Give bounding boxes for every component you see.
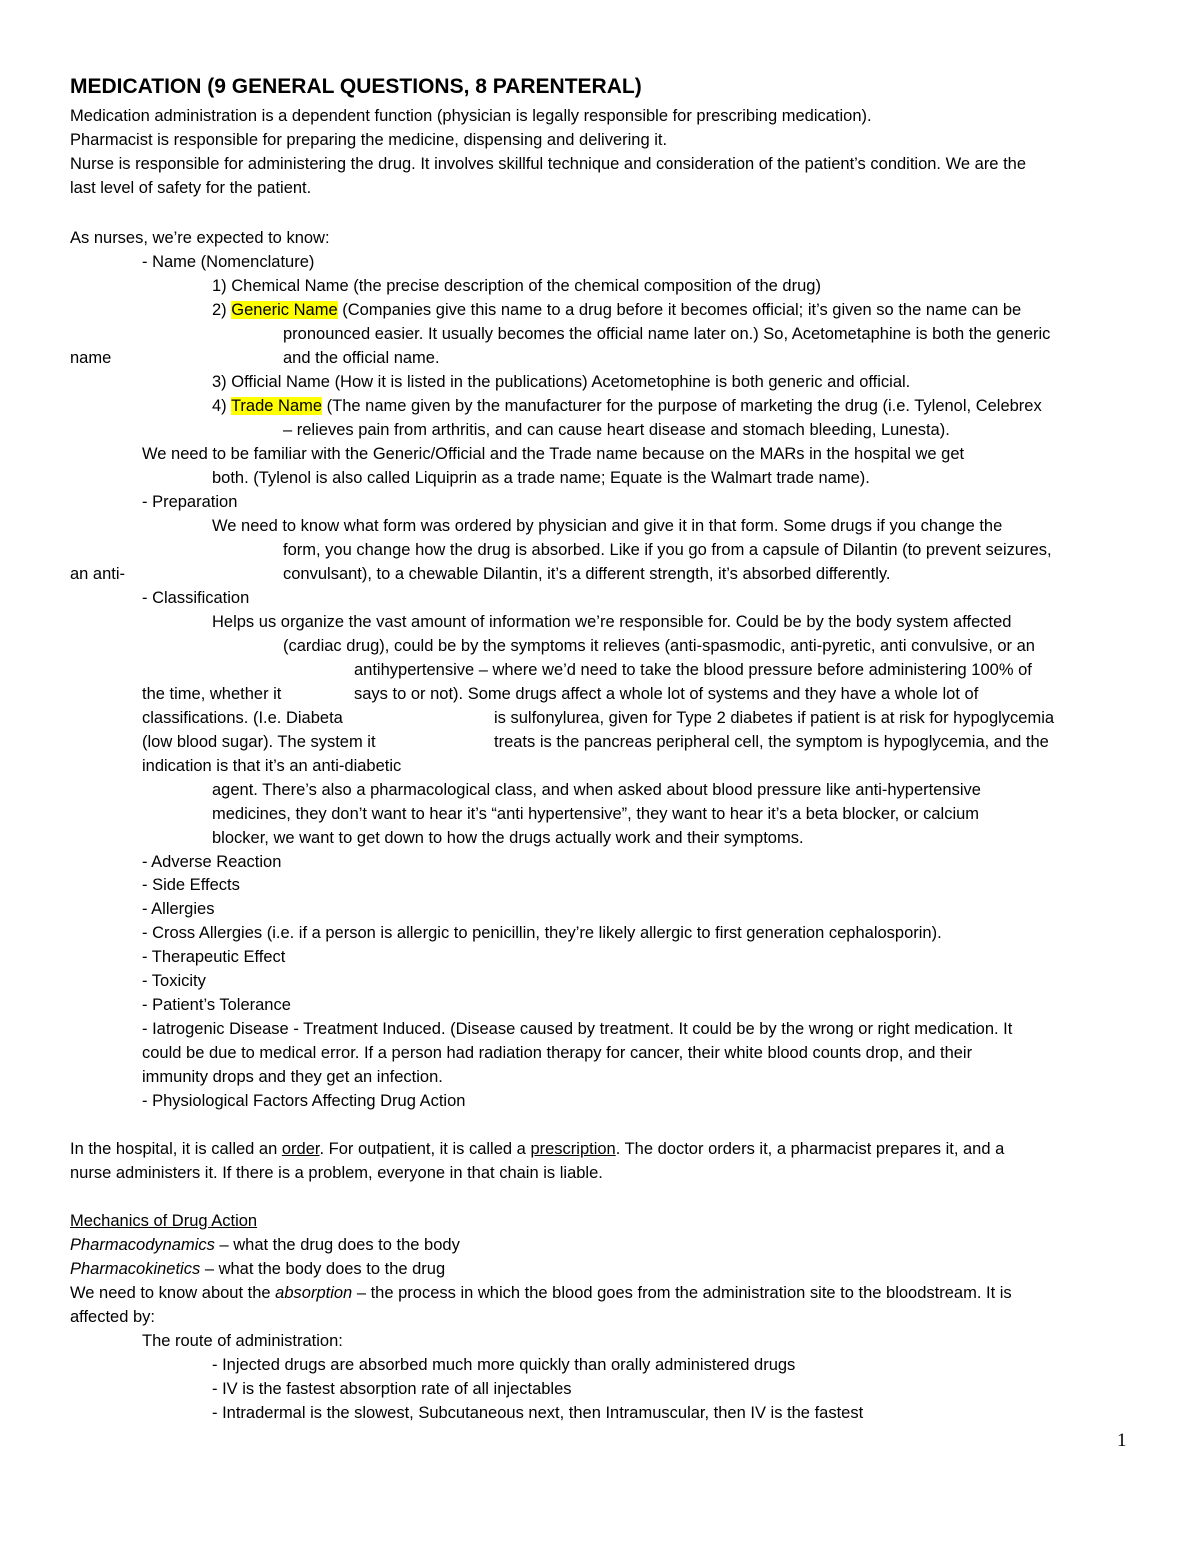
page-title: MEDICATION (9 GENERAL QUESTIONS, 8 PARENTERAL) xyxy=(70,75,642,98)
hospital-text: . For outpatient, it is called a xyxy=(319,1140,531,1158)
classification-line: classifications. (I.e. Diabeta xyxy=(142,709,343,727)
preparation-line: form, you change how the drug is absorbed. Like if you go from a capsule of Dilantin (to prevent seizures, xyxy=(283,541,1052,559)
pharmacodynamics-def: – what the drug does to the body xyxy=(214,1236,460,1254)
hospital-line xyxy=(70,1137,1004,1161)
generic-cont-line: and the official name. xyxy=(283,349,440,367)
trade-name-highlight: Trade Name xyxy=(230,397,323,415)
generic-number: 2) xyxy=(212,301,232,319)
classification-line: is sulfonylurea, given for Type 2 diabetes if patient is at risk for hypoglycemia xyxy=(494,709,1055,727)
hospital-line: nurse administers it. If there is a problem, everyone in that chain is liable. xyxy=(70,1164,603,1182)
prescription-term: prescription xyxy=(530,1140,616,1158)
route-heading: The route of administration: xyxy=(142,1332,343,1350)
pharmacokinetics-line xyxy=(70,1257,445,1281)
classification-line: says to or not). Some drugs affect a whole lot of systems and they have a whole lot of xyxy=(354,685,979,703)
absorption-term: absorption xyxy=(275,1284,353,1302)
iatrogenic-line: could be due to medical error. If a person had radiation therapy for cancer, their white blood counts drop, and their xyxy=(142,1044,973,1062)
official-name-line: 3) Official Name (How it is listed in the publications) Acetometophine is both generic and official. xyxy=(212,373,911,391)
classification-heading: - Classification xyxy=(142,589,250,607)
nomenclature-heading: - Name (Nomenclature) xyxy=(142,253,315,271)
physiological-factors-item: - Physiological Factors Affecting Drug Action xyxy=(142,1092,466,1110)
intro-line: Medication administration is a dependent function (physician is legally responsible for prescribing medication). xyxy=(70,107,872,125)
classification-line: the time, whether it xyxy=(142,685,282,703)
familiar-line: We need to be familiar with the Generic/Official and the Trade name because on the MARs in the hospital we get xyxy=(142,445,965,463)
list-item: - Toxicity xyxy=(142,972,206,990)
pharmacokinetics-term: Pharmacokinetics xyxy=(70,1260,201,1278)
intro-line: Pharmacist is responsible for preparing the medicine, dispensing and delivering it. xyxy=(70,131,668,149)
mechanics-heading: Mechanics of Drug Action xyxy=(70,1212,258,1230)
familiar-line: both. (Tylenol is also called Liquiprin as a trade name; Equate is the Walmart trade name). xyxy=(212,469,870,487)
preparation-margin-word: an anti- xyxy=(70,565,126,583)
route-item: - Intradermal is the slowest, Subcutaneous next, then Intramuscular, then IV is the fastest xyxy=(212,1404,864,1422)
generic-name-line xyxy=(212,298,1021,322)
chemical-name-line: 1) Chemical Name (the precise description of the chemical composition of the drug) xyxy=(212,277,821,295)
pharmacodynamics-term: Pharmacodynamics xyxy=(70,1236,215,1254)
hospital-text: In the hospital, it is called an xyxy=(70,1140,282,1158)
know-heading: As nurses, we’re expected to know: xyxy=(70,229,330,247)
preparation-line: We need to know what form was ordered by physician and give it in that form. Some drugs if you change the xyxy=(212,517,1003,535)
classification-line: (cardiac drug), could be by the symptoms it relieves (anti-spasmodic, anti-pyretic, anti convulsive, or an xyxy=(283,637,1035,655)
list-item: - Adverse Reaction xyxy=(142,853,282,871)
classification-line: (low blood sugar). The system it xyxy=(142,733,376,751)
generic-cont-line: pronounced easier. It usually becomes the official name later on.) So, Acetometaphine is both the generic xyxy=(283,325,1051,343)
generic-name-highlight: Generic Name xyxy=(231,301,338,319)
intro-line: last level of safety for the patient. xyxy=(70,179,312,197)
generic-name-text: (Companies give this name to a drug before it becomes official; it’s given so the name can be xyxy=(337,301,1022,319)
absorption-line xyxy=(70,1281,1012,1305)
route-item: - Injected drugs are absorbed much more quickly than orally administered drugs xyxy=(212,1356,796,1374)
trade-name-text: (The name given by the manufacturer for the purpose of marketing the drug (i.e. Tylenol, Celebrex xyxy=(322,397,1042,415)
route-item: - IV is the fastest absorption rate of all injectables xyxy=(212,1380,572,1398)
list-item: - Side Effects xyxy=(142,876,240,894)
classification-line: blocker, we want to get down to how the drugs actually work and their symptoms. xyxy=(212,829,804,847)
absorption-text: We need to know about the xyxy=(70,1284,276,1302)
list-item: - Cross Allergies (i.e. if a person is allergic to penicillin, they’re likely allergic to first generation cephalosporin). xyxy=(142,924,942,942)
classification-line: treats is the pancreas peripheral cell, the symptom is hypoglycemia, and the xyxy=(494,733,1049,751)
hospital-text: . The doctor orders it, a pharmacist prepares it, and a xyxy=(615,1140,1005,1158)
classification-line: medicines, they don’t want to hear it’s “anti hypertensive”, they want to hear it’s a beta blocker, or calcium xyxy=(212,805,980,823)
pharmacodynamics-line xyxy=(70,1233,460,1257)
preparation-line: convulsant), to a chewable Dilantin, it’s a different strength, it’s absorbed differently. xyxy=(283,565,891,583)
absorption-text: – the process in which the blood goes from the administration site to the bloodstream. It is xyxy=(352,1284,1012,1302)
pharmacokinetics-def: – what the body does to the drug xyxy=(200,1260,446,1278)
trade-name-line xyxy=(212,394,1042,418)
classification-line: indication is that it’s an anti-diabetic xyxy=(142,757,402,775)
list-item: - Therapeutic Effect xyxy=(142,948,286,966)
trade-cont-line: – relieves pain from arthritis, and can cause heart disease and stomach bleeding, Lunesta). xyxy=(283,421,950,439)
classification-line: agent. There’s also a pharmacological class, and when asked about blood pressure like anti-hypertensive xyxy=(212,781,981,799)
classification-line: Helps us organize the vast amount of information we’re responsible for. Could be by the body system affected xyxy=(212,613,1012,631)
absorption-line: affected by: xyxy=(70,1308,156,1326)
trade-number: 4) xyxy=(212,397,231,415)
list-item: - Patient’s Tolerance xyxy=(142,996,291,1014)
iatrogenic-line: - Iatrogenic Disease - Treatment Induced. (Disease caused by treatment. It could be by the wrong or right medication. It xyxy=(142,1020,1013,1038)
iatrogenic-line: immunity drops and they get an infection. xyxy=(142,1068,443,1086)
classification-line: antihypertensive – where we’d need to take the blood pressure before administering 100% of xyxy=(354,661,1032,679)
generic-margin-word: name xyxy=(70,349,112,367)
order-term: order xyxy=(281,1140,320,1158)
list-item: - Allergies xyxy=(142,900,215,918)
page-number: 1 xyxy=(1117,1430,1127,1451)
preparation-heading: - Preparation xyxy=(142,493,238,511)
intro-line: Nurse is responsible for administering the drug. It involves skillful technique and consideration of the patient’s condition. We are the xyxy=(70,155,1027,173)
